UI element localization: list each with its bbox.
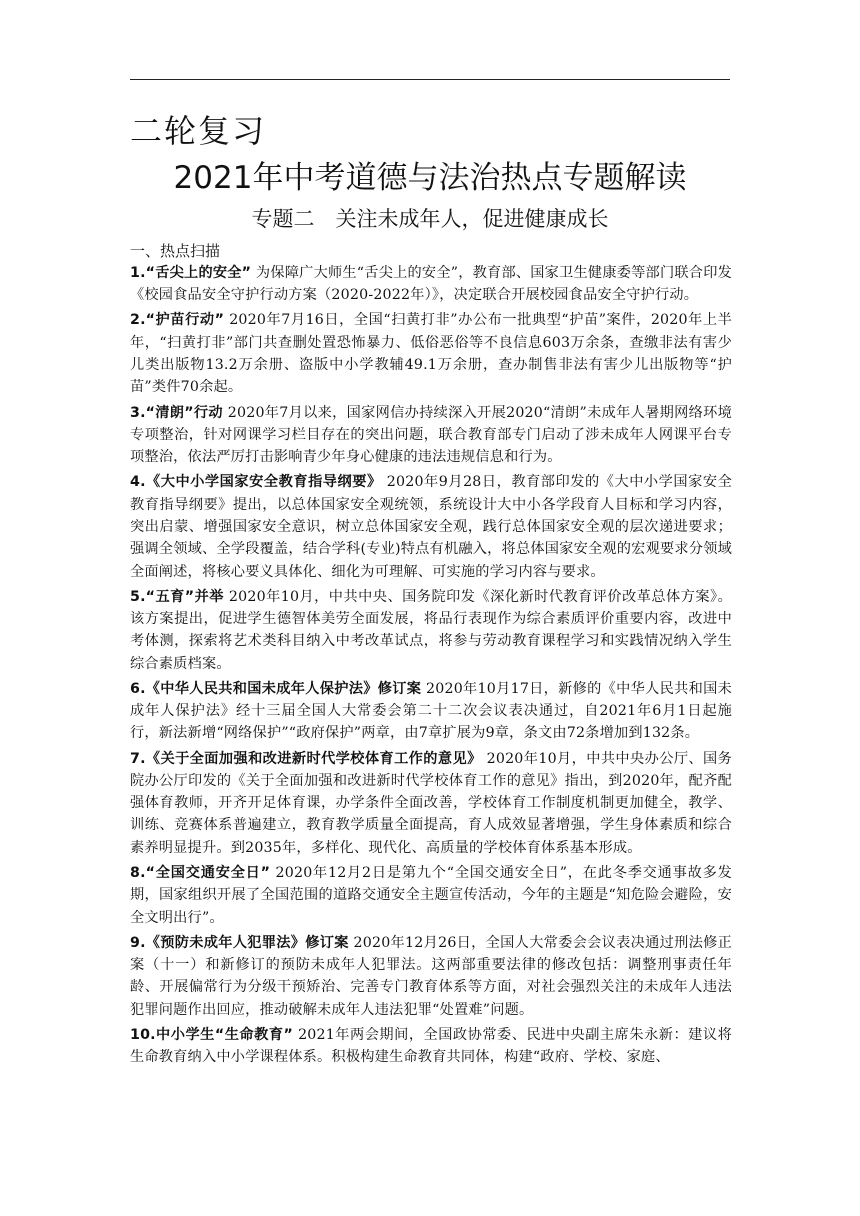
hotspot-title: 3.“清朗”行动 xyxy=(130,404,223,421)
hotspot-item xyxy=(130,932,732,1021)
hotspot-body: 为保障广大师生“舌尖上的安全”，教育部、国家卫生健康委等部门联合印发《校园食品安全守护行动方案（2020-2022年）》，决定联合开展校园食品安全守护行动。 xyxy=(130,265,732,304)
hotspot-title: 6.《中华人民共和国未成年人保护法》修订案 xyxy=(130,680,422,697)
hotspot-item xyxy=(130,309,732,398)
hotspot-item xyxy=(130,1024,732,1069)
hotspot-title: 7.《关于全面加强和改进新时代学校体育工作的意见》 xyxy=(130,750,482,767)
hotspot-title: 1.“舌尖上的安全” xyxy=(130,265,252,281)
review-label: 二轮复习 xyxy=(130,112,267,150)
hotspot-title: 8.“全国交通安全日” xyxy=(130,864,271,881)
hotspot-title: 4.《大中小学国家安全教育指导纲要》 xyxy=(130,474,382,491)
hotspot-item xyxy=(130,471,732,582)
hotspot-item xyxy=(130,678,732,745)
hotspot-body: 2020年7月以来，国家网信办持续深入开展2020“清朗”未成年人暑期网络环境专项整治，针对网课学习栏目存在的突出问题，联合教育部专门启动了涉未成年人网课平台专项整治，依法严厉打击影响青少年身心健康的违法违规信息和行为。 xyxy=(130,404,732,466)
hotspot-title: 2.“护苗行动” xyxy=(130,312,225,329)
hotspot-body: 2020年12月26日，全国人大常委会会议表决通过刑法修正案（十一）和新修订的预防未成年人犯罪法。这两部重要法律的修改包括：调整刑事责任年龄、开展偏常行为分级干预矫治、完善专门教育体系等方面，对社会强烈关注的未成年人违法犯罪问题作出回应，推动破解未成年人违法犯罪“处置难”问题。 xyxy=(130,934,732,1018)
hotspot-title: 9.《预防未成年人犯罪法》修订案 xyxy=(130,934,349,951)
section-heading: 一、热点扫描 xyxy=(130,242,221,260)
hotspot-title: 10.中小学生“生命教育” xyxy=(130,1026,294,1043)
hotspot-body: 2020年7月16日，全国“扫黄打非”办公布一批典型“护苗”案件，2020年上半年，“扫黄打非”部门共查删处置恐怖暴力、低俗恶俗等不良信息603万余条，查缴非法有害少儿类出版物13.2万余册、盗版中小学教辅49.1万余册，查办制售非法有害少儿出版物等“护苗”类件70余起。 xyxy=(130,312,732,396)
hotspot-item xyxy=(130,748,732,859)
hotspot-title: 5.“五育”并举 xyxy=(130,588,224,605)
document-title: 2021年中考道德与法治热点专题解读 xyxy=(173,160,687,196)
hotspot-body: 2020年10月，中共中央办公厅、国务院办公厅印发的《关于全面加强和改进新时代学校体育工作的意见》指出，到2020年，配齐配强体育教师，开齐开足体育课，办学条件全面改善，学校体育工作制度机制更加健全，教学、训练、竞赛体系普遍建立，教育教学质量全面提高，育人成效显著增强，学生身体素质和综合素养明显提升。到2035年，多样化、现代化、高质量的学校体育体系基本形成。 xyxy=(130,750,733,856)
hotspot-body: 2021年两会期间，全国政协常委、民进中央副主席朱永新：建议将生命教育纳入中小学课程体系。积极构建生命教育共同体，构建“政府、学校、家庭、 xyxy=(130,1026,732,1066)
hotspot-item xyxy=(130,262,732,307)
hotspot-item xyxy=(130,402,732,469)
hotspot-list xyxy=(130,262,732,1071)
hotspot-item xyxy=(130,862,732,929)
topic-heading: 专题二 关注未成年人，促进健康成长 xyxy=(251,207,609,231)
hotspot-item xyxy=(130,586,732,675)
hotspot-body: 2020年9月28日，教育部印发的《大中小学国家安全教育指导纲要》提出，以总体国家安全观统领，系统设计大中小各学段育人目标和学习内容，突出启蒙、增强国家安全意识，树立总体国家安全观，践行总体国家安全观的层次递进要求；强调全领域、全学段覆盖，结合学科(专业)特点有机融入，将总体国家安全观的宏观要求分领域全面阐述，将核心要义具体化、细化为可理解、可实施的学习内容与要求。 xyxy=(130,474,732,580)
hotspot-body: 2020年12月2日是第九个“全国交通安全日”，在此冬季交通事故多发期，国家组织开展了全国范围的道路交通安全主题宣传活动，今年的主题是“知危险会避险，安全文明出行”。 xyxy=(130,864,732,926)
header-rule xyxy=(130,79,730,80)
hotspot-body: 2020年10月，中共中央、国务院印发《深化新时代教育评价改革总体方案》。该方案提出，促进学生德智体美劳全面发展，将品行表现作为综合素质评价重要内容，改进中考体测，探索将艺术类科目纳入中考改革试点，将参与劳动教育课程学习和实践情况纳入学生综合素质档案。 xyxy=(130,588,733,672)
hotspot-body: 2020年10月17日，新修的《中华人民共和国未成年人保护法》经十三届全国人大常委会第二十二次会议表决通过，自2021年6月1日起施行，新法新增“网络保护”“政府保护”两章，由7章扩展为9章，条文由72条增加到132条。 xyxy=(130,680,732,742)
